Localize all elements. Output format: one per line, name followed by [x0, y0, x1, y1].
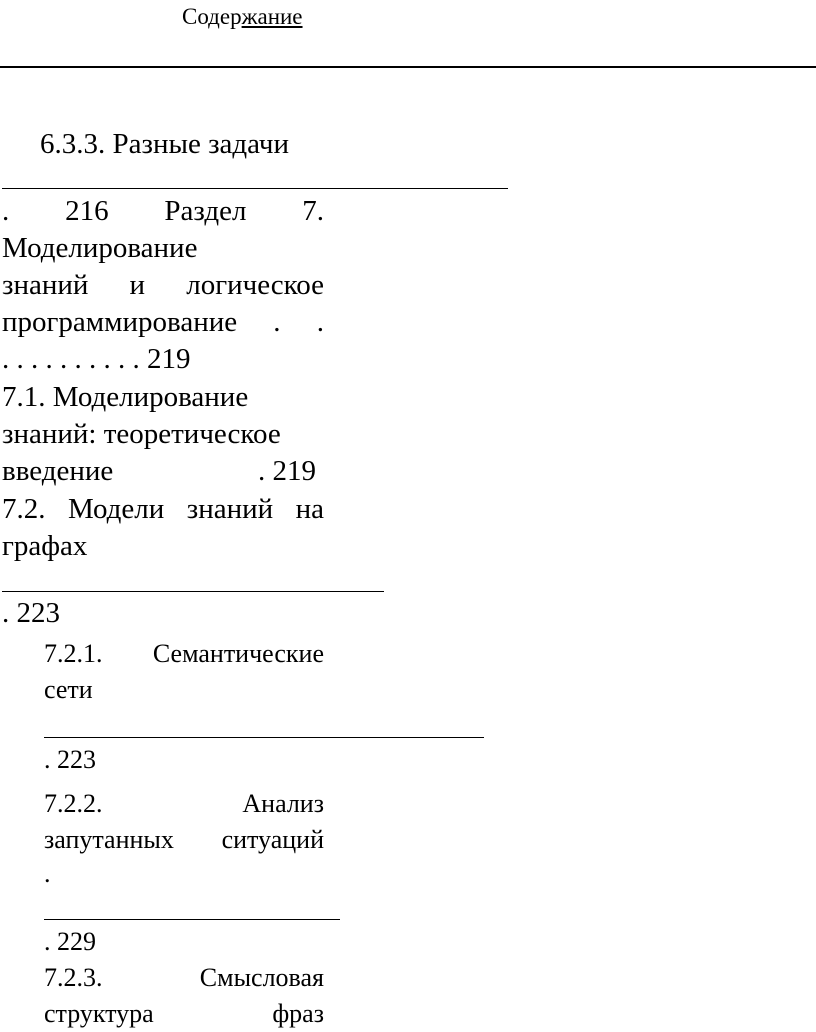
leader-line — [2, 188, 508, 189]
header-rule — [0, 66, 816, 68]
toc-entry-7-2-2-page: . 229 — [44, 927, 96, 956]
toc-entry-7-1-page: . 219 — [258, 455, 316, 487]
toc-entry-section-7-line4[interactable]: программирование . . — [2, 306, 324, 338]
toc-entry-7-2-2-line2[interactable]: запутанных ситуаций — [44, 825, 324, 854]
toc-entry-section-7-page: . . . . . . . . . . 219 — [2, 343, 191, 375]
leader-line — [2, 591, 384, 592]
header-title-underlined: жание — [241, 4, 303, 29]
toc-entry-7-2-page: . 223 — [2, 597, 60, 629]
toc-entry-7-2-3-line2[interactable]: структура фраз — [44, 999, 324, 1028]
toc-entry-section-7-line1[interactable]: . 216 Раздел 7. — [2, 195, 324, 227]
toc-entry-7-2-1-page: . 223 — [44, 745, 96, 774]
toc-entry-section-7-line2[interactable]: Моделирование — [2, 232, 198, 264]
toc-entry-7-1-line3[interactable]: введение — [2, 455, 114, 487]
leader-line — [44, 737, 484, 738]
leader-line — [44, 919, 340, 920]
page-header — [182, 4, 303, 30]
toc-entry-7-2-1-line1[interactable]: 7.2.1. Семантические — [44, 639, 324, 668]
toc-entry-7-2-line2[interactable]: графах — [2, 530, 88, 562]
toc-entry-7-1-line2[interactable]: знаний: теоретическое — [2, 418, 281, 450]
toc-entry-7-1-line1[interactable]: 7.1. Моделирование — [2, 381, 249, 413]
toc-entry-7-2-2-line1[interactable]: 7.2.2. Анализ — [44, 789, 324, 818]
toc-entry-7-2-2-line3: . — [44, 859, 51, 888]
toc-entry-7-2-3-line1[interactable]: 7.2.3. Смысловая — [44, 963, 324, 992]
toc-entry-6-3-3[interactable]: 6.3.3. Разные задачи — [40, 128, 289, 160]
toc-entry-7-2-line1[interactable]: 7.2. Модели знаний на — [2, 493, 324, 525]
header-title-plain: Содер — [182, 4, 242, 29]
toc-entry-7-2-1-line2[interactable]: сети — [44, 675, 93, 704]
toc-entry-section-7-line3[interactable]: знаний и логическое — [2, 269, 324, 301]
